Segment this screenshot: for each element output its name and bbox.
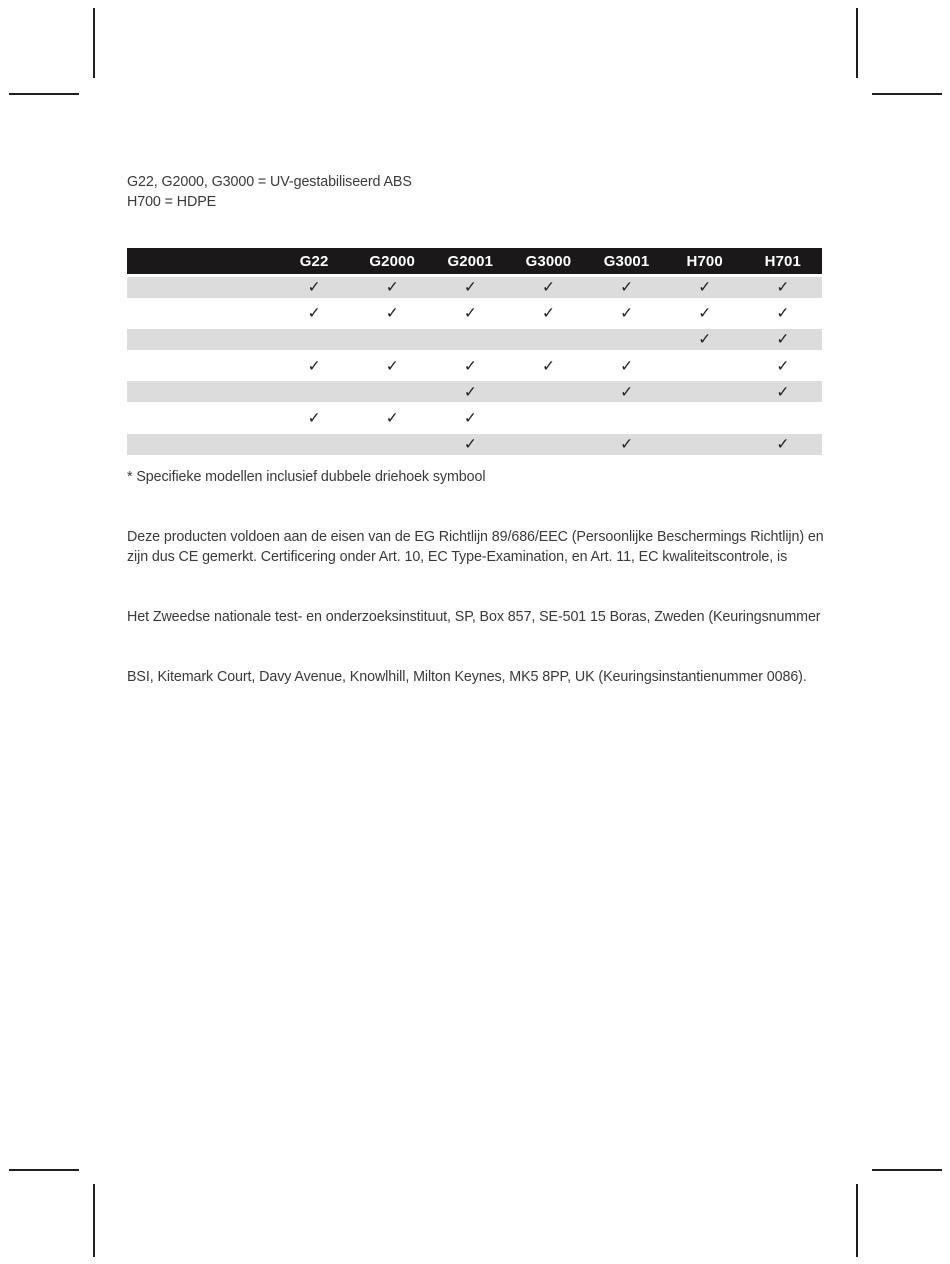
column-header-g3001: G3001 bbox=[603, 252, 650, 270]
check-icon: ✓ bbox=[776, 278, 790, 297]
paragraph-ce-directive bbox=[127, 528, 824, 567]
check-icon: ✓ bbox=[463, 278, 477, 297]
material-legend-line-1: G22, G2000, G3000 = UV-gestabiliseerd ABS bbox=[127, 174, 412, 190]
paragraph-sp-institute: Het Zweedse nationale test- en onderzoeksinstituut, SP, Box 857, SE-501 15 Boras, Zweden (Keuringsnummer bbox=[127, 609, 821, 625]
column-header-g2001: G2001 bbox=[447, 252, 494, 270]
table-row-2 bbox=[127, 300, 822, 326]
table-row-5 bbox=[127, 379, 822, 405]
check-icon: ✓ bbox=[620, 435, 634, 454]
check-icon: ✓ bbox=[385, 409, 399, 428]
check-icon: ✓ bbox=[776, 356, 790, 375]
check-icon: ✓ bbox=[541, 304, 555, 323]
check-icon: ✓ bbox=[541, 356, 555, 375]
table-footnote: * Specifieke modellen inclusief dubbele driehoek symbool bbox=[127, 469, 486, 485]
row-label-cell bbox=[127, 277, 275, 298]
table-row-4 bbox=[127, 353, 822, 379]
check-icon: ✓ bbox=[776, 435, 790, 454]
check-icon: ✓ bbox=[463, 356, 477, 375]
check-icon: ✓ bbox=[776, 382, 790, 401]
row-label-cell bbox=[127, 353, 275, 379]
check-icon: ✓ bbox=[776, 330, 790, 349]
check-icon: ✓ bbox=[698, 330, 712, 349]
crop-mark-top-left-horizontal bbox=[9, 93, 79, 95]
row-label-cell bbox=[127, 300, 275, 326]
column-header-g3000: G3000 bbox=[525, 252, 572, 270]
material-legend-line-2: H700 = HDPE bbox=[127, 194, 217, 210]
column-header-h701: H701 bbox=[764, 252, 801, 270]
check-icon: ✓ bbox=[463, 382, 477, 401]
check-icon: ✓ bbox=[698, 278, 712, 297]
check-icon: ✓ bbox=[620, 278, 634, 297]
check-icon: ✓ bbox=[620, 304, 634, 323]
crop-mark-top-left-vertical bbox=[93, 8, 95, 78]
check-icon: ✓ bbox=[620, 382, 634, 401]
crop-mark-bottom-right-horizontal bbox=[872, 1169, 942, 1171]
material-legend bbox=[127, 172, 412, 212]
check-icon: ✓ bbox=[698, 304, 712, 323]
table-header-row bbox=[127, 248, 822, 274]
paragraph-ce-directive-line-1: Deze producten voldoen aan de eisen van de EG Richtlijn 89/686/EEC (Persoonlijke Beschermings Richtlijn) en bbox=[127, 529, 824, 545]
crop-mark-bottom-left-horizontal bbox=[9, 1169, 79, 1171]
crop-mark-bottom-right-vertical bbox=[856, 1184, 858, 1257]
check-icon: ✓ bbox=[307, 304, 321, 323]
check-icon: ✓ bbox=[385, 356, 399, 375]
check-icon: ✓ bbox=[385, 304, 399, 323]
check-icon: ✓ bbox=[463, 304, 477, 323]
column-header-g22: G22 bbox=[299, 252, 329, 270]
table-row-3 bbox=[127, 326, 822, 352]
check-icon: ✓ bbox=[463, 409, 477, 428]
table-row-1 bbox=[127, 274, 822, 300]
row-label-cell bbox=[127, 381, 275, 402]
crop-mark-bottom-left-vertical bbox=[93, 1184, 95, 1257]
model-compatibility-table bbox=[127, 248, 822, 457]
check-icon: ✓ bbox=[541, 278, 555, 297]
row-label-cell bbox=[127, 434, 275, 455]
table-corner-cell bbox=[127, 248, 275, 274]
check-icon: ✓ bbox=[307, 356, 321, 375]
check-icon: ✓ bbox=[620, 356, 634, 375]
row-label-cell bbox=[127, 405, 275, 431]
table-row-7 bbox=[127, 431, 822, 457]
row-label-cell bbox=[127, 329, 275, 350]
crop-mark-top-right-vertical bbox=[856, 8, 858, 78]
check-icon: ✓ bbox=[307, 409, 321, 428]
check-icon: ✓ bbox=[776, 304, 790, 323]
crop-mark-top-right-horizontal bbox=[872, 93, 942, 95]
table-row-6 bbox=[127, 405, 822, 431]
paragraph-bsi-address: BSI, Kitemark Court, Davy Avenue, Knowlhill, Milton Keynes, MK5 8PP, UK (Keuringsinstantienummer 0086). bbox=[127, 669, 807, 685]
column-header-g2000: G2000 bbox=[369, 252, 415, 270]
check-icon: ✓ bbox=[463, 435, 477, 454]
check-icon: ✓ bbox=[307, 278, 321, 297]
check-icon: ✓ bbox=[385, 278, 399, 297]
paragraph-ce-directive-line-2: zijn dus CE gemerkt. Certificering onder Art. 10, EC Type-Examination, en Art. 11, EC kwaliteitscontrole, is bbox=[127, 548, 788, 565]
column-header-h700: H700 bbox=[686, 252, 723, 270]
